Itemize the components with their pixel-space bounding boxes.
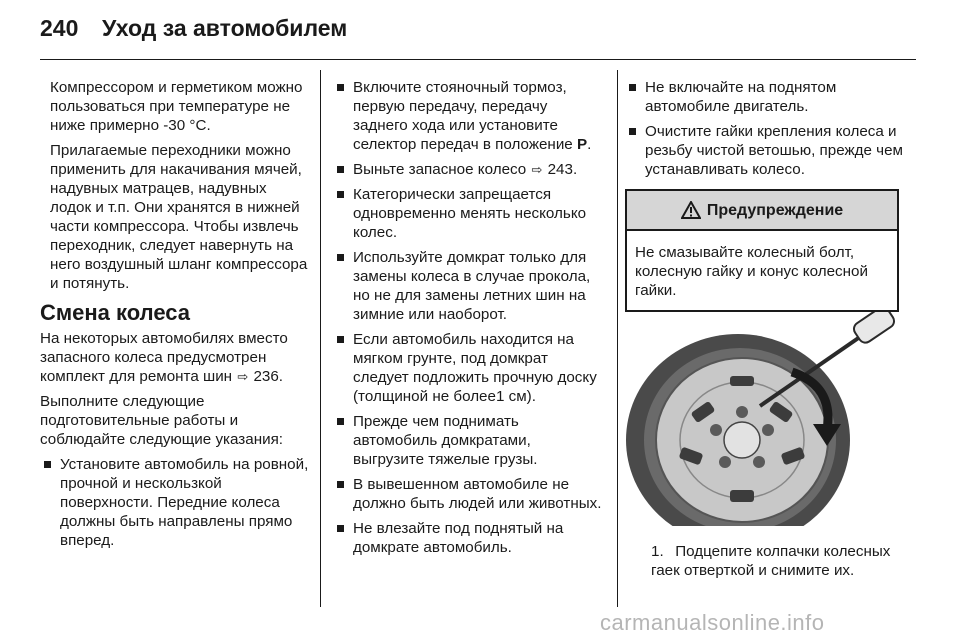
- list-item: Используйте домкрат только для замены колеса в случае прокола, но не для замены летних шин на зимние или наоборот.: [333, 248, 605, 324]
- column-1: [40, 78, 310, 556]
- header-divider: [40, 59, 916, 60]
- column-divider-2: [617, 70, 618, 607]
- warning-box: [625, 189, 899, 312]
- spare-wheel-text: Выньте запасное колесо: [353, 161, 527, 178]
- paragraph-adapters: Прилагаемые переходники можно применить для накачивания мячей, надувных матрацев, надувных лодок и т.п. Они хранятся в нижней части компрессора. Чтобы извлечь переходник, следует навернуть на него воздушный шланг компрессора и потянуть.: [50, 142, 308, 292]
- paragraph-preparation: Выполните следующие подготовительные работы и соблюдайте следующие указания:: [40, 393, 284, 448]
- column-2: [333, 78, 605, 563]
- gear-p-label: P: [577, 136, 588, 153]
- precaution-list: [333, 78, 605, 557]
- page-ref-arrow-icon: ⇨: [237, 369, 249, 384]
- section-title-wheel-change: Смена колеса: [40, 300, 191, 325]
- page-ref-arrow-icon: ⇨: [531, 162, 543, 177]
- chapter-title: Уход за автомобилем: [102, 14, 348, 41]
- step-number: 1.: [651, 543, 664, 560]
- list-item: Если автомобиль находится на мягком грунте, под домкрат следует подложить прочную доску (толщиной не более1 см).: [333, 330, 605, 406]
- list-item: В вывешенном автомобиле не должно быть людей или животных.: [333, 475, 605, 513]
- list-item: Очистите гайки крепления колеса и резьбу чистой ветошью, прежде чем устанавливать колесо.: [625, 122, 905, 179]
- list-item: Не включайте на поднятом автомобиле двигатель.: [625, 78, 905, 116]
- page-number: 240: [40, 14, 79, 41]
- wheel-illustration-svg: [622, 312, 904, 526]
- column-divider-1: [320, 70, 321, 607]
- paragraph-repair-kit: [40, 329, 310, 386]
- precaution-list-continued: [625, 78, 905, 179]
- warning-triangle-icon: [681, 201, 701, 219]
- list-item: Не влезайте под поднятый на домкрате автомобиль.: [333, 519, 605, 557]
- repair-kit-page-ref[interactable]: 236.: [253, 368, 284, 385]
- list-item: [333, 160, 605, 179]
- parking-brake-text: Включите стояночный тормоз, первую передачу, передачу заднего хода или установите селектор передач в положение: [353, 79, 573, 153]
- column-3: [625, 78, 905, 312]
- warning-header: [627, 191, 897, 231]
- watermark: carmanualsonline.info: [600, 610, 825, 635]
- warning-text: Не смазывайте колесный болт, колесную гайку и конус колесной гайки.: [635, 244, 868, 299]
- page-header: [40, 8, 347, 48]
- spare-wheel-page-ref[interactable]: 243.: [547, 161, 578, 178]
- preparation-list: [40, 455, 310, 550]
- list-item: Категорически запрещается одновременно менять несколько колес.: [333, 185, 605, 242]
- step-text: Подцепите колпачки колесных гаек отверткой и снимите их.: [651, 543, 891, 579]
- repair-kit-text: На некоторых автомобилях вместо запасного колеса предусмотрен комплект для ремонта шин: [40, 330, 288, 385]
- paragraph-compressor-temp: Компрессором и герметиком можно пользоваться при температуре не ниже примерно -30 °C.: [50, 79, 303, 134]
- bullet-period: .: [587, 136, 592, 153]
- list-item: [333, 78, 605, 154]
- list-item: Прежде чем поднимать автомобиль домкратами, выгрузите тяжелые грузы.: [333, 412, 605, 469]
- list-item: Установите автомобиль на ровной, прочной и нескользкой поверхности. Передние колеса должны быть направлены прямо вперед.: [40, 455, 310, 550]
- step-1: [651, 542, 903, 580]
- hub-center: [724, 422, 760, 458]
- warning-title: Предупреждение: [706, 201, 844, 219]
- wheel-cap-removal-illustration: [622, 312, 904, 526]
